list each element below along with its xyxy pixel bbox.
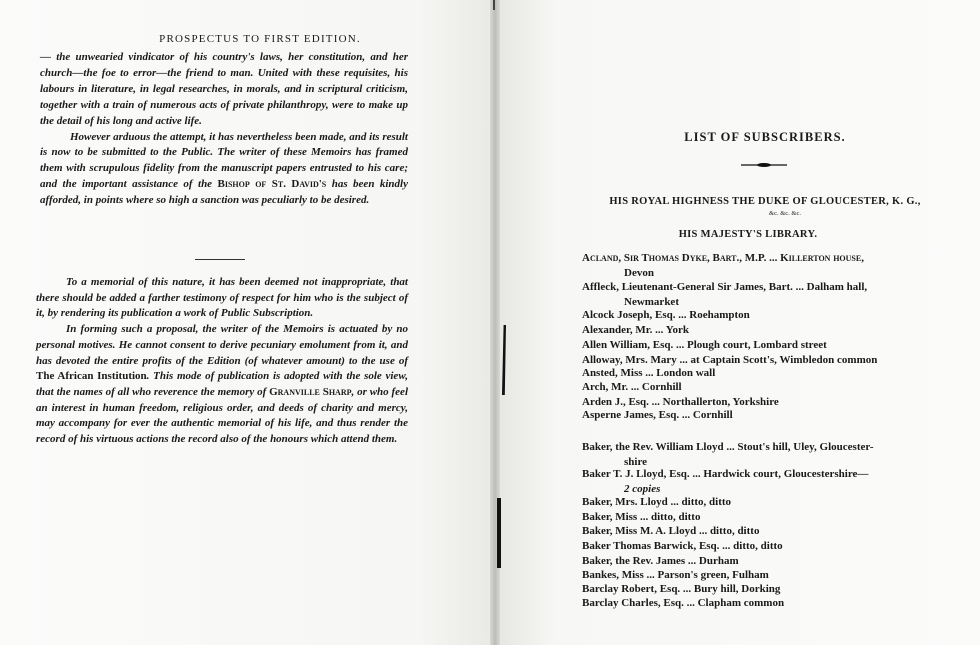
subscriber-line: Baker T. J. Lloyd, Esq. ... Hardwick court, Gloucestershire— <box>582 468 869 480</box>
subscriber-line: Arch, Mr. ... Cornhill <box>582 381 682 393</box>
list-item <box>582 495 950 510</box>
subscriber-line: Baker Thomas Barwick, Esq. ... ditto, ditto <box>582 540 783 552</box>
prospectus-text-bottom <box>36 275 408 448</box>
subscriber-line: Baker, Miss ... ditto, ditto <box>582 511 701 523</box>
majesty-library: HIS MAJESTY'S LIBRARY. <box>678 229 818 240</box>
paragraph: To a memorial of this nature, it has been deemed not inappropriate, that there should be added a farther testimony of respect for him who is the subject of it, by rendering its publication a work of Public Subscription. <box>36 276 408 320</box>
institution-name: The African Institution <box>36 370 147 383</box>
running-head: PROSPECTUS TO FIRST EDITION. <box>159 33 361 45</box>
subscriber-line: Asperne James, Esq. ... Cornhill <box>582 409 733 421</box>
list-item <box>582 323 950 338</box>
subscriber-continuation: shire <box>624 456 648 468</box>
list-item <box>582 539 950 554</box>
section-divider <box>195 259 245 260</box>
list-item <box>582 596 950 611</box>
prospectus-text-top <box>40 50 408 209</box>
list-item <box>582 280 950 310</box>
subscriber-continuation: Newmarket <box>624 296 679 308</box>
subscriber-line: Baker, Miss M. A. Lloyd ... ditto, ditto <box>582 525 760 537</box>
subscriber-continuation: Devon <box>624 267 654 279</box>
list-item <box>582 308 950 323</box>
list-item <box>582 554 950 569</box>
text-run: However arduous the attempt, it has nevertheless been made, and its result is now to be submitted to the Public. The writer of these Memoirs has framed them with scrupulous fidelity from the manuscript papers entrusted to his care; and the important assistance of the <box>40 130 408 191</box>
gutter-shadow-mark <box>497 498 501 568</box>
list-item <box>582 467 950 497</box>
subscriber-line: Barclay Charles, Esq. ... Clapham common <box>582 597 785 609</box>
subscriber-line: Alcock Joseph, Esq. ... Roehampton <box>582 309 750 321</box>
gutter-tick-mark <box>493 0 495 10</box>
subscriber-continuation: 2 copies <box>624 483 661 495</box>
text-run: . This mode of publication is adopted with the sole view, that the names of all who reverence the memory of <box>36 370 408 398</box>
subscriber-line: Acland, Sir Thomas Dyke, Bart., M.P. ... Killerton house, <box>582 252 864 264</box>
list-item <box>582 524 950 539</box>
list-item <box>582 440 950 470</box>
text-run: , or who feel an interest in human freedom, religious order, and deeds of charity and mercy, may accompany for ever the authentic memorial of his life, and thus render the record of his virtuous actions the record also of the honours which attend them. <box>36 385 408 446</box>
subscriber-line: Arden J., Esq. ... Northallerton, Yorkshire <box>582 396 779 408</box>
list-item <box>582 582 950 597</box>
list-item <box>582 251 950 281</box>
ornament-rule <box>741 163 787 167</box>
list-item <box>582 380 950 395</box>
list-item <box>582 510 950 525</box>
paragraph: — the unwearied vindicator of his country's laws, her constitution, and her church—the foe to error—the friend to man. United with these requisites, his labours in literature, in legal researches, in morals, and in scriptural criticism, together with a train of numerous acts of private philanthropy, were to make up the detail of his long and active life. <box>40 51 408 127</box>
bishop-name: Bishop of St. David's <box>217 178 327 191</box>
list-item <box>582 366 950 381</box>
list-title: LIST OF SUBSCRIBERS. <box>684 130 846 144</box>
subscriber-line: Ansted, Miss ... London wall <box>582 367 716 379</box>
granville-sharp-name: Granville Sharp <box>269 385 352 398</box>
royal-etc: &c. &c. &c. <box>769 210 801 217</box>
text-run: has been kindly afforded, in points where so high a sanction was peculiarly to be desired. <box>40 178 408 207</box>
text-run: In forming such a proposal, the writer of the Memoirs is actuated by no personal motives. He cannot consent to derive pecuniary emolument from it, and has devoted the entire profits of the Edition (of whatever amount) to the use of <box>36 323 408 367</box>
list-item <box>582 408 950 423</box>
subscriber-line: Allen William, Esq. ... Plough court, Lombard street <box>582 339 827 351</box>
list-item <box>582 568 950 583</box>
royal-patron: HIS ROYAL HIGHNESS THE DUKE OF GLOUCESTER, K. G., <box>609 196 921 207</box>
subscriber-line: Alexander, Mr. ... York <box>582 324 689 336</box>
subscriber-line: Affleck, Lieutenant-General Sir James, Bart. ... Dalham hall, <box>582 281 868 293</box>
subscriber-line: Barclay Robert, Esq. ... Bury hill, Dorking <box>582 583 781 595</box>
subscriber-line: Baker, the Rev. James ... Durham <box>582 555 739 567</box>
subscriber-line: Alloway, Mrs. Mary ... at Captain Scott's, Wimbledon common <box>582 354 878 366</box>
paragraph <box>36 322 408 448</box>
paragraph <box>40 130 408 210</box>
subscriber-line: Bankes, Miss ... Parson's green, Fulham <box>582 569 769 581</box>
subscriber-line: Baker, Mrs. Lloyd ... ditto, ditto <box>582 496 732 508</box>
list-item <box>582 338 950 353</box>
subscriber-line: Baker, the Rev. William Lloyd ... Stout's hill, Uley, Gloucester- <box>582 441 874 453</box>
